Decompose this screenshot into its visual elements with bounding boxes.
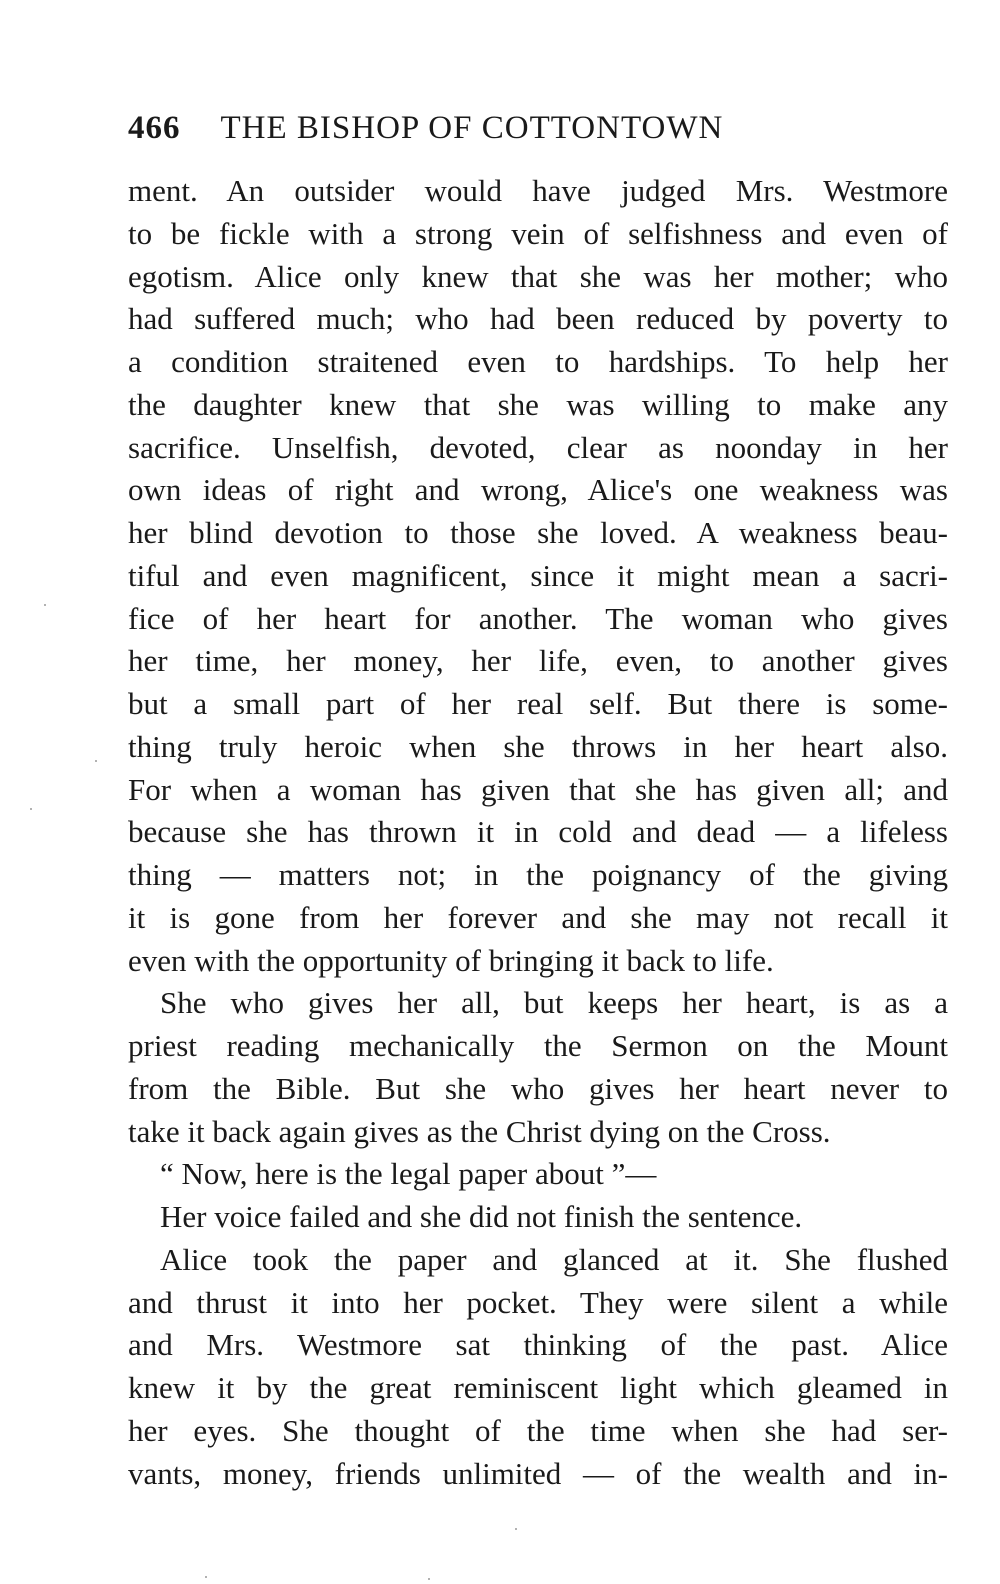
body-text: [128, 170, 948, 1495]
running-head: [128, 106, 848, 150]
text-line: had suffered much; who had been reduced by poverty to: [128, 301, 948, 337]
text-line: from the Bible. But she who gives her heart never to: [128, 1070, 948, 1106]
text-line: it is gone from her forever and she may not recall it: [128, 899, 948, 935]
text-line: thing — matters not; in the poignancy of the giving: [128, 857, 948, 892]
text-line: her eyes. She thought of the time when she had ser-: [128, 1412, 948, 1448]
text-line: She who gives her all, but keeps her heart, is as a: [160, 985, 948, 1021]
text-line: ment. An outsider would have judged Mrs. Westmore: [128, 173, 948, 208]
text-line: her time, her money, her life, even, to another gives: [128, 643, 948, 679]
running-title: THE BISHOP OF COTTONTOWN: [220, 110, 724, 146]
page-number: 466: [128, 110, 181, 146]
text-line: take it back again gives as the Christ dying on the Cross.: [128, 1113, 831, 1149]
text-line: priest reading mechanically the Sermon on the Mount: [128, 1028, 948, 1063]
text-line: to be fickle with a strong vein of selfishness and even of: [128, 215, 948, 251]
text-line: fice of her heart for another. The woman who gives: [128, 600, 948, 636]
text-line: even with the opportunity of bringing it back to life.: [128, 942, 774, 978]
text-line: egotism. Alice only knew that she was her mother; who: [128, 258, 948, 294]
text-line: but a small part of her real self. But there is some-: [128, 686, 948, 721]
text-line: “ Now, here is the legal paper about ”—: [160, 1156, 657, 1192]
text-line: knew it by the great reminiscent light which gleamed in: [128, 1370, 948, 1405]
text-line: vants, money, friends unlimited — of the wealth and in-: [128, 1455, 948, 1491]
text-line: tiful and even magnificent, since it might mean a sacri-: [128, 557, 948, 593]
text-line: because she has thrown it in cold and dead — a lifeless: [128, 814, 948, 850]
text-line: thing truly heroic when she throws in her heart also.: [128, 728, 948, 764]
text-line: her blind devotion to those she loved. A weakness beau-: [128, 515, 948, 550]
text-line: sacrifice. Unselfish, devoted, clear as noonday in her: [128, 429, 948, 465]
text-line: For when a woman has given that she has given all; and: [128, 771, 948, 807]
text-line: and Mrs. Westmore sat thinking of the past. Alice: [128, 1327, 948, 1363]
text-line: the daughter knew that she was willing to make any: [128, 386, 948, 422]
text-line: Her voice failed and she did not finish the sentence.: [160, 1199, 803, 1234]
text-line: and thrust it into her pocket. They were silent a while: [128, 1284, 948, 1320]
text-line: own ideas of right and wrong, Alice's one weakness was: [128, 472, 948, 508]
text-line: a condition straitened even to hardships. To help her: [128, 344, 948, 379]
text-line: Alice took the paper and glanced at it. She flushed: [160, 1241, 948, 1277]
